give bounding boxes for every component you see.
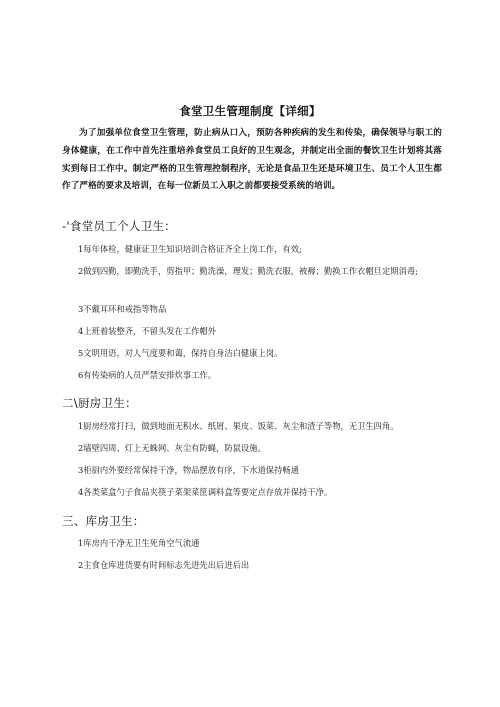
list-item: 1厨房经常打扫，做到地面无积水、纸屑、果皮、饭菜、灰尘和渣子等物，无卫生四角。 [78, 421, 399, 431]
list-item: 2主食仓库进货要有时间标志先进先出后进后出 [78, 560, 250, 570]
list-item: 1库房内干净无卫生死角空气流通 [78, 538, 200, 548]
list-item: 1每年体检，健康证卫生知识培训合格证齐全上岗工作，有效; [78, 244, 302, 254]
list-item: 2墙壁四周、灯上无蛛网、灰尘有防蝇，防鼠设施。 [78, 443, 266, 453]
list-item: 5文明用语，对人气度要和蔼，保持自身洁白健康上岗。 [78, 348, 283, 358]
list-item: 4各类菜盒勺子食品夹筷子菜架菜筐调料盒等要定点存放并保持干净。 [78, 487, 333, 497]
list-item: 4上班着装整齐，不留头发在工作帽外 [78, 326, 217, 336]
list-item: 3不戴耳环和戒指等物品 [78, 304, 167, 314]
list-item: 2做到四勤，即勤洗手，剪指甲；勤洗澡，理发；勤洗衣服，被褥；勤换工作衣帽旦定期消毒; [78, 266, 418, 276]
list-item: 6有传染病的人员严禁安排炊事工作。 [78, 370, 217, 380]
section-heading-storeroom-hygiene: 三、库房卫生： [62, 514, 145, 528]
list-item: 3柜厨内外要经常保持干净，物品摆放有序，下水道保持畅通 [78, 465, 299, 475]
section-heading-kitchen-hygiene: 二\厨房卫生： [62, 396, 137, 410]
section-heading-staff-hygiene: -'食堂员工个人卫生： [62, 219, 177, 233]
intro-paragraph: 为了加强单位食堂卫生管理，防止病从口入，预防各种疾病的发生和传染，确保领导与职工的身体健康，在工作中首先注重培养食堂员工良好的卫生观念，并制定出全面的餐饮卫生计划将其落实到每日工作中。制定严格的卫生管理控制程序，无论是食品卫生还是环境卫生、员工个人卫生都作了严格的要求及培训，在每一位新员工入职之前都要接受系统的培训。 [62, 128, 442, 192]
document-title: 食堂卫生管理制度【详细】 [179, 104, 321, 118]
